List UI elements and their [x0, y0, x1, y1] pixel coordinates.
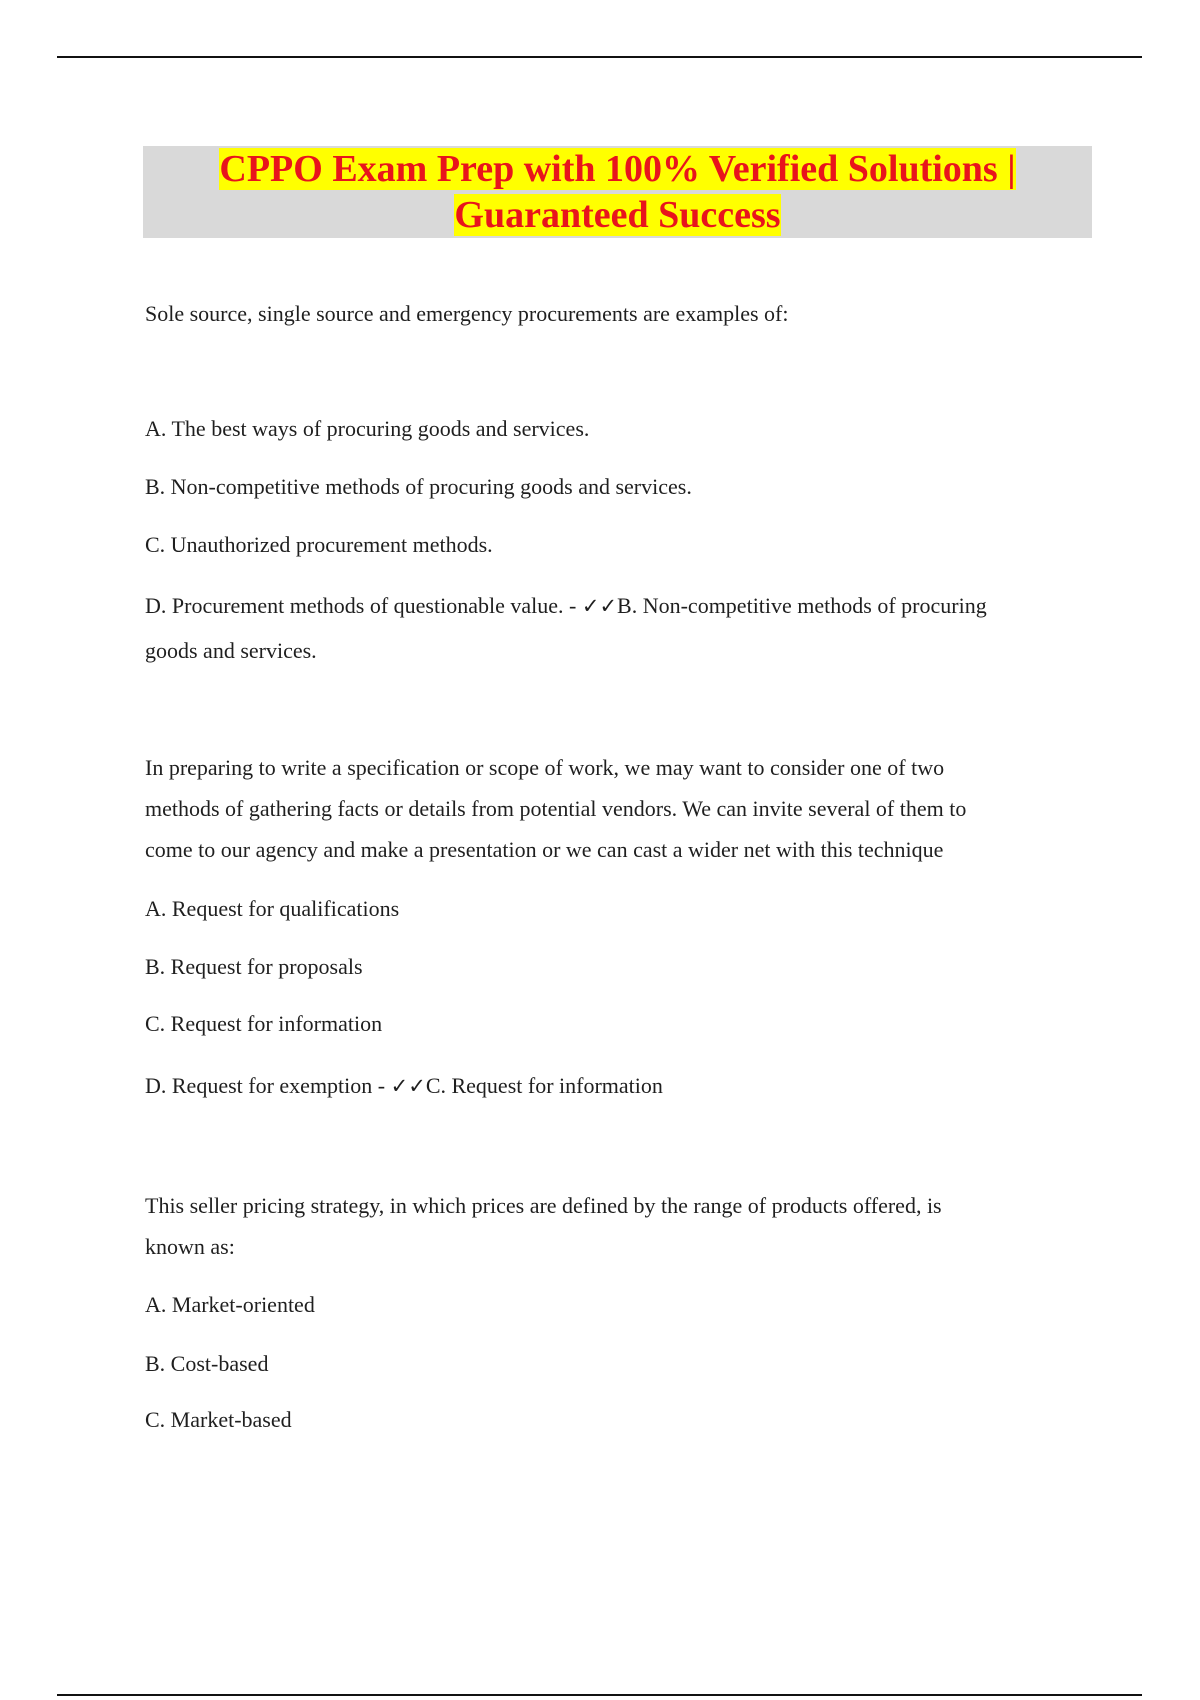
question-2-text-line-1: In preparing to write a specification or scope of work, we may want to consider one of two — [145, 755, 945, 780]
top-rule — [57, 56, 1142, 58]
question-2-option-c: C. Request for information — [145, 1011, 383, 1036]
check-mark-icon: ✓✓ — [390, 1074, 426, 1098]
question-3-option-c: C. Market-based — [145, 1407, 292, 1432]
question-1-text: Sole source, single source and emergency procurements are examples of: — [145, 301, 789, 326]
question-2-option-b: B. Request for proposals — [145, 954, 363, 979]
question-3-option-b: B. Cost-based — [145, 1351, 269, 1376]
question-3-text-line-1: This seller pricing strategy, in which prices are defined by the range of products offered, is — [145, 1193, 942, 1218]
question-2-option-d: D. Request for exemption - — [145, 1073, 386, 1098]
question-3-option-a: A. Market-oriented — [145, 1292, 315, 1317]
question-1-option-a: A. The best ways of procuring goods and services. — [145, 416, 590, 441]
question-1-option-c: C. Unauthorized procurement methods. — [145, 532, 493, 557]
question-1-option-b: B. Non-competitive methods of procuring goods and services. — [145, 474, 692, 499]
question-2-option-a: A. Request for qualifications — [145, 896, 400, 921]
question-1-answer-continued: goods and services. — [145, 638, 317, 663]
question-1-option-d-row — [145, 585, 987, 627]
question-2-answer: C. Request for information — [425, 1073, 663, 1098]
question-2-text-line-3: come to our agency and make a presentation or we can cast a wider net with this technique — [145, 837, 944, 862]
question-3-text-line-2: known as: — [145, 1234, 235, 1259]
question-1-answer: B. Non-competitive methods of procuring — [617, 593, 987, 618]
check-mark-icon: ✓✓ — [581, 594, 618, 618]
bottom-rule — [57, 1694, 1142, 1696]
document-title-banner — [143, 146, 1092, 238]
title-line-2: Guaranteed Success — [454, 194, 781, 236]
question-2-option-d-row — [145, 1065, 663, 1107]
question-1-option-d: D. Procurement methods of questionable value. - — [145, 593, 577, 618]
question-2-text-line-2: methods of gathering facts or details from potential vendors. We can invite several of them to — [145, 796, 967, 821]
title-line-1: CPPO Exam Prep with 100% Verified Solutions | — [219, 148, 1016, 190]
